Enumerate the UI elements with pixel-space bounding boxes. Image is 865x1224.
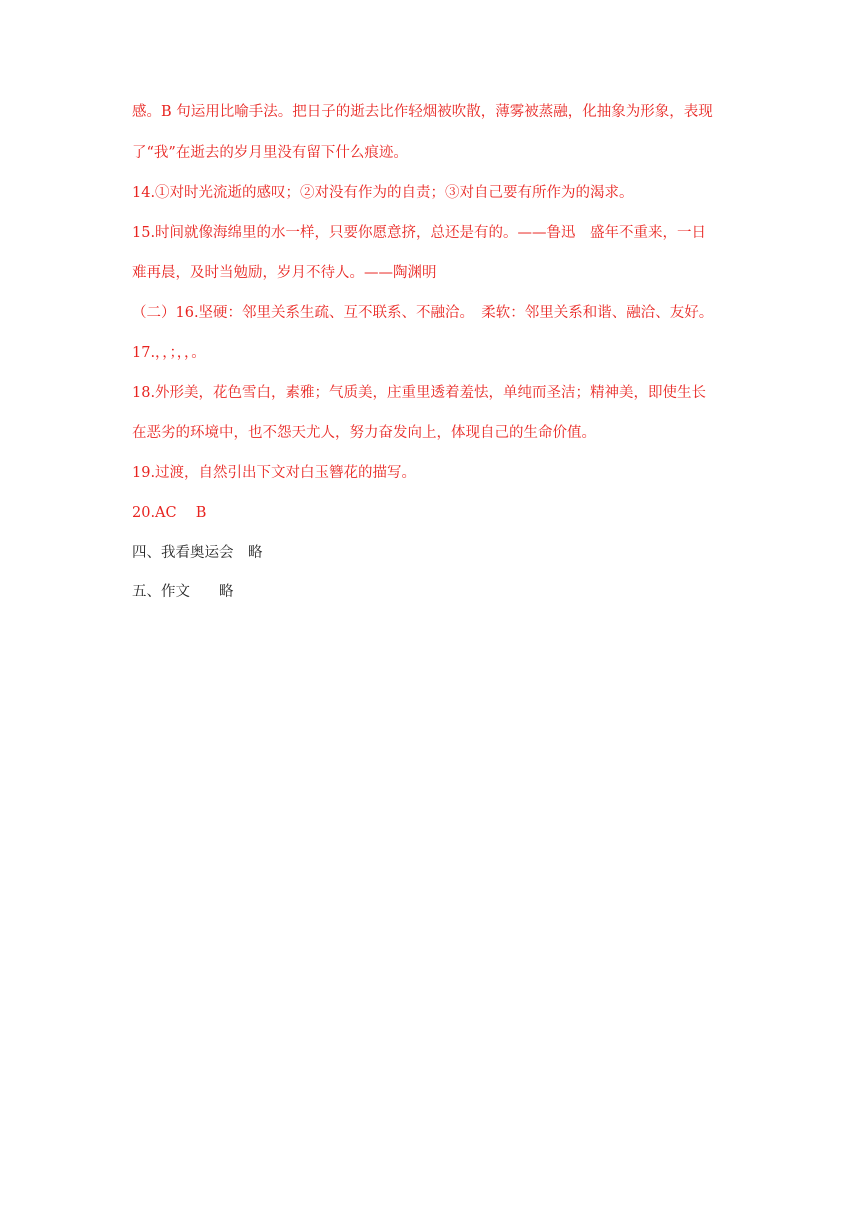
section-four-heading: 四、我看奥运会 略 — [132, 545, 263, 561]
answer-line-14: 14.①对时光流逝的感叹；②对没有作为的自责；③对自己要有所作为的渴求。 — [132, 185, 634, 201]
section-five-heading: 五、作文 略 — [132, 584, 234, 600]
answer-line-19: 19.过渡，自然引出下文对白玉簪花的描写。 — [132, 465, 417, 481]
answer-line-15-cont: 难再晨，及时当勉励，岁月不待人。——陶渊明 — [132, 265, 437, 281]
answer-line-17: 17.，，；，，。 — [132, 345, 206, 361]
answer-line-13-b: 感。B 句运用比喻手法。把日子的逝去比作轻烟被吹散，薄雾被蒸融，化抽象为形象，表现 — [132, 104, 713, 120]
answer-line-18: 18.外形美，花色雪白，素雅；气质美，庄重里透着羞怯，单纯而圣洁；精神美，即使生长 — [132, 385, 707, 401]
answer-line-15: 15.时间就像海绵里的水一样，只要你愿意挤，总还是有的。——鲁迅 盛年不重来，一日 — [132, 225, 707, 241]
answer-line-13-b-cont: 了“我”在逝去的岁月里没有留下什么痕迹。 — [132, 145, 408, 161]
answer-line-20: 20.AC B — [132, 505, 207, 521]
answer-line-16: （二）16.坚硬：邻里关系生疏、互不联系、不融洽。 柔软：邻里关系和谐、融洽、友好。 — [132, 305, 714, 321]
answer-line-18-cont: 在恶劣的环境中，也不怨天尤人，努力奋发向上，体现自己的生命价值。 — [132, 425, 596, 441]
